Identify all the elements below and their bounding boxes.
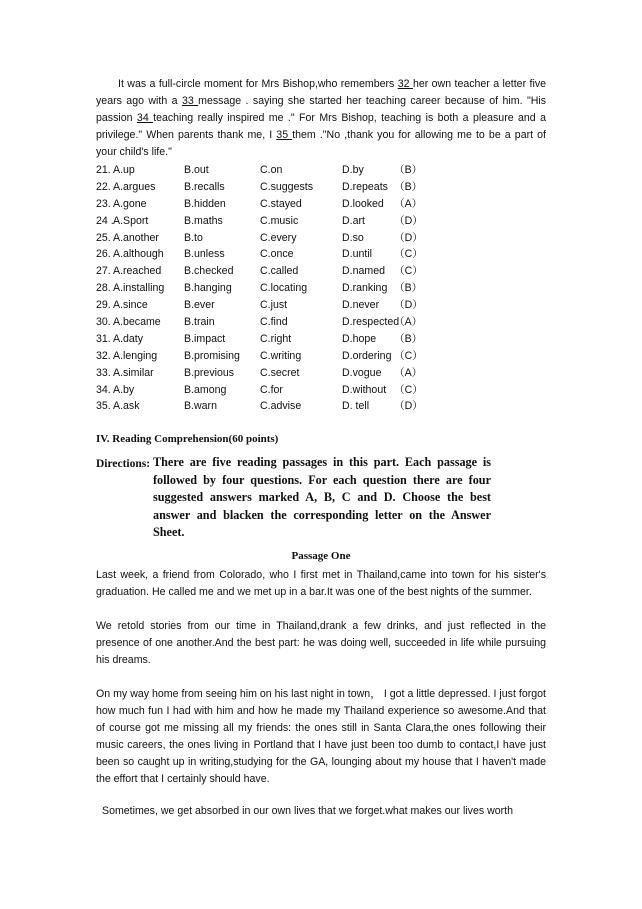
blank-33: 33 xyxy=(181,95,199,107)
answer-key: （D） xyxy=(394,214,423,227)
question-number: 30. xyxy=(96,316,111,329)
option-row xyxy=(96,314,556,331)
option-a: A.daty xyxy=(113,332,144,345)
option-a: A.installing xyxy=(113,282,165,295)
option-b: B.ever xyxy=(184,299,215,312)
option-c: C.locating xyxy=(260,282,308,295)
answer-key: （B） xyxy=(394,282,423,295)
option-a: A.similar xyxy=(113,366,154,379)
option-a: A.argues xyxy=(113,180,156,193)
option-b: B.to xyxy=(184,231,203,244)
option-a: A.another xyxy=(113,231,159,244)
option-d: D.named xyxy=(342,265,385,278)
answer-key: （B） xyxy=(394,180,423,193)
option-row xyxy=(96,297,556,314)
option-c: C.every xyxy=(260,231,297,244)
option-c: C.writing xyxy=(260,349,302,362)
option-d: D.ranking xyxy=(342,282,388,295)
question-number: 34. xyxy=(96,383,111,396)
answer-key: （D） xyxy=(394,231,423,244)
option-row xyxy=(96,348,556,365)
question-number: 26. xyxy=(96,248,111,261)
option-d: D.art xyxy=(342,214,365,227)
option-c: C.just xyxy=(260,299,288,312)
option-b: B.previous xyxy=(184,366,235,379)
option-a: A.became xyxy=(113,316,161,329)
intro-text: It was a full-circle moment for Mrs Bishop,who remembers xyxy=(118,78,398,90)
option-row xyxy=(96,263,556,280)
answer-key: （C） xyxy=(394,248,423,261)
option-d: D.respected xyxy=(342,316,400,329)
intro-text: them ."No ,thank you for allowing me to be a part of your child's life." xyxy=(96,129,546,158)
answer-key: （C） xyxy=(394,383,423,396)
option-d: D.never xyxy=(342,299,380,312)
directions-label: Directions: xyxy=(96,458,151,470)
blank-32: 32 xyxy=(397,78,413,90)
option-row xyxy=(96,230,556,247)
passage-paragraph: We retold stories from our time in Thailand,drank a few drinks, and just reflected in the presence of one another.And the best part: he was doing well, succeeded in life while pursuing his dreams. xyxy=(96,620,546,666)
question-number: 33. xyxy=(96,366,111,379)
answer-key: （A） xyxy=(394,366,423,379)
option-row xyxy=(96,246,556,263)
option-row xyxy=(96,382,556,399)
answer-key: （D） xyxy=(394,400,423,413)
option-c: C.music xyxy=(260,214,299,227)
option-c: C.on xyxy=(260,164,283,176)
question-number: 35. xyxy=(96,400,111,413)
intro-text: message . saying she started her teaching career because of him. "His passion xyxy=(96,95,547,124)
option-c: C.secret xyxy=(260,366,300,379)
answer-key: （C） xyxy=(394,265,423,278)
intro-text: her own teacher a letter five years ago with a xyxy=(96,78,547,107)
option-b: B.impact xyxy=(184,332,226,345)
option-d: D.looked xyxy=(342,197,384,210)
option-a: A.Sport xyxy=(113,214,149,227)
option-row xyxy=(96,280,556,297)
option-b: B.among xyxy=(184,383,227,396)
answer-options-list xyxy=(96,162,556,415)
answer-key: （D） xyxy=(394,299,423,312)
option-c: C.right xyxy=(260,332,292,345)
passage-paragraph: On my way home from seeing him on his last night in town， I got a little depressed. I just forgot how much fun I had with him and how he made my Thailand experience so awesome.And that of course got me missing all my friends: the ones still in Santa Clara,the ones following their music careers, the ones living in Portland that I have just been too dumb to contact,I have just been so caught up in writing,studying for the GA, lounging about my house that I haven't made the effort that I certainly should have. xyxy=(96,688,546,785)
cloze-intro-paragraph xyxy=(96,76,546,161)
option-a: A.although xyxy=(113,248,164,261)
question-number: 23. xyxy=(96,197,111,210)
option-c: C.for xyxy=(260,383,283,396)
option-row xyxy=(96,179,556,196)
question-number: 21. xyxy=(96,164,111,176)
question-number: 28. xyxy=(96,282,111,295)
question-number: 32. xyxy=(96,349,111,362)
option-row xyxy=(96,365,556,382)
option-a: A.ask xyxy=(113,400,140,413)
blank-35: 35 xyxy=(276,129,293,141)
question-number: 22. xyxy=(96,180,111,193)
option-c: C.suggests xyxy=(260,180,313,193)
option-row xyxy=(96,331,556,348)
passage-paragraph: Sometimes, we get absorbed in our own lives that we forget.what makes our lives worth xyxy=(102,805,513,817)
option-a: A.up xyxy=(113,164,135,176)
option-d: D.until xyxy=(342,248,373,261)
option-row xyxy=(96,196,556,213)
option-d: D.by xyxy=(342,164,364,176)
question-number: 27. xyxy=(96,265,111,278)
option-row xyxy=(96,162,556,179)
option-b: B.train xyxy=(184,316,215,329)
option-b: B.recalls xyxy=(184,180,225,193)
question-number: 25. xyxy=(96,231,111,244)
passage-paragraph: Last week, a friend from Colorado, who I first met in Thailand,came into town for his sister's graduation. He called me and we met up in a bar.It was one of the best nights of the summer. xyxy=(96,569,546,598)
question-number: 24 . xyxy=(96,214,114,227)
answer-key: （B） xyxy=(394,332,423,345)
option-c: C.stayed xyxy=(260,197,302,210)
passage-title: Passage One xyxy=(291,550,351,562)
option-d: D.ordering xyxy=(342,349,392,362)
option-d: D.hope xyxy=(342,332,377,345)
question-number: 29. xyxy=(96,299,111,312)
option-c: C.called xyxy=(260,265,299,278)
option-a: A.by xyxy=(113,383,135,396)
option-b: B.unless xyxy=(184,248,225,261)
answer-key: （A） xyxy=(394,197,423,210)
option-b: B.maths xyxy=(184,214,223,227)
option-b: B.out xyxy=(184,164,209,176)
option-row xyxy=(96,398,556,415)
option-b: B.promising xyxy=(184,349,240,362)
option-a: A.lenging xyxy=(113,349,158,362)
answer-key: （B） xyxy=(394,164,423,176)
option-a: A.gone xyxy=(113,197,147,210)
option-b: B.hanging xyxy=(184,282,232,295)
option-d: D.repeats xyxy=(342,180,388,193)
option-b: B.checked xyxy=(184,265,234,278)
section-heading: IV. Reading Comprehension(60 points) xyxy=(96,433,279,445)
answer-key: （C） xyxy=(394,349,423,362)
option-c: C.advise xyxy=(260,400,302,413)
option-d: D.without xyxy=(342,383,387,396)
option-d: D.vogue xyxy=(342,366,382,379)
option-b: B.warn xyxy=(184,400,217,413)
option-a: A.reached xyxy=(113,265,162,278)
option-row xyxy=(96,213,556,230)
option-a: A.since xyxy=(113,299,148,312)
intro-text: teaching really inspired me ." For Mrs Bishop, teaching is both a pleasure and a privilege." When parents thank me, I xyxy=(96,112,546,141)
option-c: C.once xyxy=(260,248,294,261)
answer-key: （A） xyxy=(394,316,423,329)
option-b: B.hidden xyxy=(184,197,226,210)
question-number: 31. xyxy=(96,332,111,345)
option-d: D.so xyxy=(342,231,364,244)
option-c: C.find xyxy=(260,316,288,329)
directions-text: There are five reading passages in this part. Each passage is followed by four questions. For each question there are four suggested answers marked A, B, C and D. Choose the best answer and blacken the corresponding letter on the Answer Sheet. xyxy=(153,455,491,539)
option-d: D. tell xyxy=(342,400,370,413)
blank-34: 34 xyxy=(136,112,154,124)
